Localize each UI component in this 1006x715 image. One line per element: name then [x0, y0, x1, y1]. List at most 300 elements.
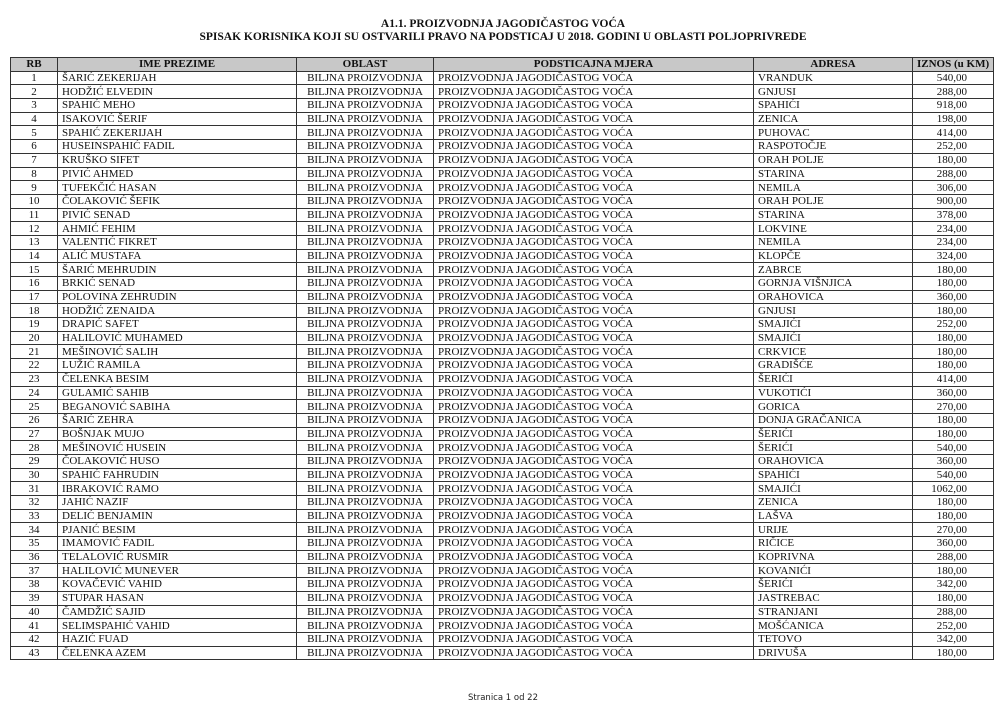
- cell-full-name: HALILOVIĆ MUNEVER: [58, 564, 297, 578]
- document-title: A1.1. PROIZVODNJA JAGODIČASTOG VOĆA: [380, 18, 626, 30]
- cell-address: LAŠVA: [754, 509, 913, 523]
- cell-address: KOVANIĆI: [754, 564, 913, 578]
- cell-full-name: HODŽIĆ ELVEDIN: [58, 85, 297, 99]
- cell-amount: 180,00: [913, 646, 994, 660]
- cell-oblast: BILJNA PROIZVODNJA: [297, 523, 434, 537]
- cell-address: VRANDUK: [754, 71, 913, 85]
- cell-measure: PROIZVODNJA JAGODIČASTOG VOĆA: [434, 413, 754, 427]
- cell-full-name: ŠARIĆ MEHRUDIN: [58, 263, 297, 277]
- cell-amount: 234,00: [913, 235, 994, 249]
- cell-address: VUKOTIĆI: [754, 386, 913, 400]
- cell-row-number: 10: [11, 194, 58, 208]
- table-row: [11, 441, 994, 455]
- cell-measure: PROIZVODNJA JAGODIČASTOG VOĆA: [434, 427, 754, 441]
- table-row: [11, 386, 994, 400]
- table-row: [11, 181, 994, 195]
- cell-measure: PROIZVODNJA JAGODIČASTOG VOĆA: [434, 99, 754, 113]
- cell-full-name: ČELENKA BESIM: [58, 372, 297, 386]
- cell-full-name: POLOVINA ZEHRUDIN: [58, 290, 297, 304]
- cell-address: STARINA: [754, 208, 913, 222]
- table-row: [11, 591, 994, 605]
- cell-amount: 360,00: [913, 537, 994, 551]
- cell-measure: PROIZVODNJA JAGODIČASTOG VOĆA: [434, 222, 754, 236]
- cell-amount: 252,00: [913, 140, 994, 154]
- cell-measure: PROIZVODNJA JAGODIČASTOG VOĆA: [434, 290, 754, 304]
- cell-address: ŠERIĆI: [754, 441, 913, 455]
- table-row: [11, 359, 994, 373]
- table-row: [11, 578, 994, 592]
- table-row: [11, 496, 994, 510]
- table-row: [11, 167, 994, 181]
- cell-row-number: 31: [11, 482, 58, 496]
- cell-address: GNJUSI: [754, 304, 913, 318]
- cell-row-number: 40: [11, 605, 58, 619]
- cell-measure: PROIZVODNJA JAGODIČASTOG VOĆA: [434, 249, 754, 263]
- cell-row-number: 21: [11, 345, 58, 359]
- cell-measure: PROIZVODNJA JAGODIČASTOG VOĆA: [434, 509, 754, 523]
- cell-amount: 360,00: [913, 290, 994, 304]
- cell-address: ŠERIĆI: [754, 372, 913, 386]
- table-row: [11, 85, 994, 99]
- cell-row-number: 28: [11, 441, 58, 455]
- cell-measure: PROIZVODNJA JAGODIČASTOG VOĆA: [434, 345, 754, 359]
- cell-full-name: MEŠINOVIĆ SALIH: [58, 345, 297, 359]
- cell-amount: 180,00: [913, 591, 994, 605]
- table-header-row: [11, 58, 994, 72]
- cell-row-number: 24: [11, 386, 58, 400]
- cell-amount: 180,00: [913, 496, 994, 510]
- cell-full-name: HODŽIĆ ZENAIDA: [58, 304, 297, 318]
- cell-row-number: 16: [11, 277, 58, 291]
- cell-row-number: 15: [11, 263, 58, 277]
- cell-address: JASTREBAC: [754, 591, 913, 605]
- cell-oblast: BILJNA PROIZVODNJA: [297, 290, 434, 304]
- cell-address: SPAHIĆI: [754, 468, 913, 482]
- cell-measure: PROIZVODNJA JAGODIČASTOG VOĆA: [434, 181, 754, 195]
- cell-measure: PROIZVODNJA JAGODIČASTOG VOĆA: [434, 564, 754, 578]
- cell-address: ORAHOVICA: [754, 454, 913, 468]
- cell-oblast: BILJNA PROIZVODNJA: [297, 112, 434, 126]
- cell-row-number: 9: [11, 181, 58, 195]
- cell-oblast: BILJNA PROIZVODNJA: [297, 372, 434, 386]
- cell-row-number: 35: [11, 537, 58, 551]
- cell-full-name: ŠARIĆ ZEKERIJAH: [58, 71, 297, 85]
- cell-measure: PROIZVODNJA JAGODIČASTOG VOĆA: [434, 359, 754, 373]
- cell-oblast: BILJNA PROIZVODNJA: [297, 71, 434, 85]
- cell-amount: 180,00: [913, 153, 994, 167]
- cell-oblast: BILJNA PROIZVODNJA: [297, 400, 434, 414]
- cell-oblast: BILJNA PROIZVODNJA: [297, 591, 434, 605]
- cell-address: ZENICA: [754, 112, 913, 126]
- table-row: [11, 263, 994, 277]
- cell-full-name: VALENTIĆ FIKRET: [58, 235, 297, 249]
- cell-full-name: HUSEINSPAHIĆ FADIL: [58, 140, 297, 154]
- cell-address: GNJUSI: [754, 85, 913, 99]
- cell-full-name: SPAHIĆ ZEKERIJAH: [58, 126, 297, 140]
- cell-address: DONJA GRAČANICA: [754, 413, 913, 427]
- table-row: [11, 71, 994, 85]
- cell-full-name: BRKIĆ SENAD: [58, 277, 297, 291]
- cell-address: MOŠĆANICA: [754, 619, 913, 633]
- cell-amount: 900,00: [913, 194, 994, 208]
- table-row: [11, 646, 994, 660]
- table-row: [11, 564, 994, 578]
- cell-amount: 288,00: [913, 167, 994, 181]
- beneficiaries-table: [10, 57, 994, 660]
- cell-row-number: 20: [11, 331, 58, 345]
- cell-amount: 252,00: [913, 619, 994, 633]
- table-row: [11, 249, 994, 263]
- cell-address: SPAHIĆI: [754, 99, 913, 113]
- table-row: [11, 331, 994, 345]
- cell-oblast: BILJNA PROIZVODNJA: [297, 99, 434, 113]
- cell-measure: PROIZVODNJA JAGODIČASTOG VOĆA: [434, 304, 754, 318]
- cell-amount: 360,00: [913, 454, 994, 468]
- cell-full-name: DRAPIĆ SAFET: [58, 318, 297, 332]
- cell-measure: PROIZVODNJA JAGODIČASTOG VOĆA: [434, 468, 754, 482]
- table-row: [11, 454, 994, 468]
- cell-oblast: BILJNA PROIZVODNJA: [297, 605, 434, 619]
- cell-row-number: 19: [11, 318, 58, 332]
- cell-oblast: BILJNA PROIZVODNJA: [297, 386, 434, 400]
- cell-oblast: BILJNA PROIZVODNJA: [297, 167, 434, 181]
- cell-oblast: BILJNA PROIZVODNJA: [297, 482, 434, 496]
- cell-measure: PROIZVODNJA JAGODIČASTOG VOĆA: [434, 386, 754, 400]
- cell-oblast: BILJNA PROIZVODNJA: [297, 413, 434, 427]
- cell-oblast: BILJNA PROIZVODNJA: [297, 263, 434, 277]
- cell-oblast: BILJNA PROIZVODNJA: [297, 632, 434, 646]
- column-header-address: ADRESA: [754, 58, 913, 72]
- column-header-oblast: OBLAST: [297, 58, 434, 72]
- cell-row-number: 3: [11, 99, 58, 113]
- cell-amount: 540,00: [913, 468, 994, 482]
- cell-amount: 198,00: [913, 112, 994, 126]
- cell-amount: 252,00: [913, 318, 994, 332]
- cell-row-number: 17: [11, 290, 58, 304]
- cell-measure: PROIZVODNJA JAGODIČASTOG VOĆA: [434, 318, 754, 332]
- cell-amount: 270,00: [913, 523, 994, 537]
- cell-measure: PROIZVODNJA JAGODIČASTOG VOĆA: [434, 537, 754, 551]
- cell-address: STARINA: [754, 167, 913, 181]
- cell-full-name: ISAKOVIĆ ŠERIF: [58, 112, 297, 126]
- cell-oblast: BILJNA PROIZVODNJA: [297, 427, 434, 441]
- cell-oblast: BILJNA PROIZVODNJA: [297, 140, 434, 154]
- cell-row-number: 36: [11, 550, 58, 564]
- cell-amount: 540,00: [913, 441, 994, 455]
- cell-full-name: HALILOVIĆ MUHAMED: [58, 331, 297, 345]
- cell-measure: PROIZVODNJA JAGODIČASTOG VOĆA: [434, 85, 754, 99]
- cell-amount: 288,00: [913, 550, 994, 564]
- cell-address: GORICA: [754, 400, 913, 414]
- cell-full-name: TELALOVIĆ RUSMIR: [58, 550, 297, 564]
- cell-row-number: 25: [11, 400, 58, 414]
- cell-amount: 288,00: [913, 605, 994, 619]
- table-row: [11, 400, 994, 414]
- cell-amount: 324,00: [913, 249, 994, 263]
- cell-address: GRADIŠĆE: [754, 359, 913, 373]
- cell-row-number: 32: [11, 496, 58, 510]
- cell-full-name: ALIĆ MUSTAFA: [58, 249, 297, 263]
- cell-row-number: 26: [11, 413, 58, 427]
- cell-oblast: BILJNA PROIZVODNJA: [297, 646, 434, 660]
- cell-amount: 180,00: [913, 359, 994, 373]
- cell-measure: PROIZVODNJA JAGODIČASTOG VOĆA: [434, 550, 754, 564]
- cell-oblast: BILJNA PROIZVODNJA: [297, 318, 434, 332]
- cell-amount: 378,00: [913, 208, 994, 222]
- cell-full-name: ČAMDŽIĆ SAJID: [58, 605, 297, 619]
- page-number: Stranica 1 od 22: [468, 693, 538, 703]
- cell-address: NEMILA: [754, 181, 913, 195]
- cell-row-number: 27: [11, 427, 58, 441]
- table-row: [11, 523, 994, 537]
- cell-amount: 180,00: [913, 509, 994, 523]
- cell-measure: PROIZVODNJA JAGODIČASTOG VOĆA: [434, 454, 754, 468]
- cell-measure: PROIZVODNJA JAGODIČASTOG VOĆA: [434, 496, 754, 510]
- cell-amount: 180,00: [913, 331, 994, 345]
- cell-full-name: ČELENKA AZEM: [58, 646, 297, 660]
- table-row: [11, 99, 994, 113]
- cell-measure: PROIZVODNJA JAGODIČASTOG VOĆA: [434, 523, 754, 537]
- cell-oblast: BILJNA PROIZVODNJA: [297, 194, 434, 208]
- cell-full-name: PIVIĆ AHMED: [58, 167, 297, 181]
- column-header-amount: IZNOS (u KM): [913, 58, 994, 72]
- cell-oblast: BILJNA PROIZVODNJA: [297, 468, 434, 482]
- cell-measure: PROIZVODNJA JAGODIČASTOG VOĆA: [434, 263, 754, 277]
- cell-address: TETOVO: [754, 632, 913, 646]
- cell-full-name: JAHIĆ NAZIF: [58, 496, 297, 510]
- cell-measure: PROIZVODNJA JAGODIČASTOG VOĆA: [434, 277, 754, 291]
- cell-amount: 180,00: [913, 345, 994, 359]
- cell-address: LOKVINE: [754, 222, 913, 236]
- cell-row-number: 8: [11, 167, 58, 181]
- cell-measure: PROIZVODNJA JAGODIČASTOG VOĆA: [434, 235, 754, 249]
- cell-row-number: 38: [11, 578, 58, 592]
- cell-full-name: AHMIĆ FEHIM: [58, 222, 297, 236]
- cell-oblast: BILJNA PROIZVODNJA: [297, 304, 434, 318]
- cell-oblast: BILJNA PROIZVODNJA: [297, 249, 434, 263]
- cell-full-name: SELIMSPAHIĆ VAHID: [58, 619, 297, 633]
- cell-address: SMAJIĆI: [754, 482, 913, 496]
- cell-full-name: HAZIĆ FUAD: [58, 632, 297, 646]
- cell-oblast: BILJNA PROIZVODNJA: [297, 454, 434, 468]
- cell-amount: 540,00: [913, 71, 994, 85]
- cell-row-number: 18: [11, 304, 58, 318]
- cell-amount: 414,00: [913, 126, 994, 140]
- cell-row-number: 30: [11, 468, 58, 482]
- cell-amount: 180,00: [913, 564, 994, 578]
- cell-oblast: BILJNA PROIZVODNJA: [297, 550, 434, 564]
- cell-oblast: BILJNA PROIZVODNJA: [297, 181, 434, 195]
- cell-row-number: 37: [11, 564, 58, 578]
- cell-full-name: GULAMIĆ SAHIB: [58, 386, 297, 400]
- cell-measure: PROIZVODNJA JAGODIČASTOG VOĆA: [434, 400, 754, 414]
- cell-row-number: 22: [11, 359, 58, 373]
- cell-amount: 180,00: [913, 413, 994, 427]
- cell-row-number: 5: [11, 126, 58, 140]
- cell-measure: PROIZVODNJA JAGODIČASTOG VOĆA: [434, 140, 754, 154]
- cell-oblast: BILJNA PROIZVODNJA: [297, 208, 434, 222]
- cell-amount: 1062,00: [913, 482, 994, 496]
- column-header-measure: PODSTICAJNA MJERA: [434, 58, 754, 72]
- cell-row-number: 29: [11, 454, 58, 468]
- cell-oblast: BILJNA PROIZVODNJA: [297, 578, 434, 592]
- cell-full-name: BEGANOVIĆ SABIHA: [58, 400, 297, 414]
- table-row: [11, 153, 994, 167]
- table-row: [11, 140, 994, 154]
- cell-address: GORNJA VIŠNJICA: [754, 277, 913, 291]
- cell-amount: 180,00: [913, 304, 994, 318]
- cell-address: SMAJIĆI: [754, 331, 913, 345]
- table-row: [11, 509, 994, 523]
- cell-full-name: KRUŠKO SIFET: [58, 153, 297, 167]
- cell-address: URIJE: [754, 523, 913, 537]
- cell-address: DRIVUŠA: [754, 646, 913, 660]
- cell-measure: PROIZVODNJA JAGODIČASTOG VOĆA: [434, 194, 754, 208]
- cell-address: ZABRCE: [754, 263, 913, 277]
- cell-full-name: ČOLAKOVIĆ ŠEFIK: [58, 194, 297, 208]
- table-row: [11, 304, 994, 318]
- cell-address: RIČICE: [754, 537, 913, 551]
- cell-amount: 342,00: [913, 578, 994, 592]
- column-header-name: IME PREZIME: [58, 58, 297, 72]
- cell-amount: 342,00: [913, 632, 994, 646]
- column-header-rb: RB: [11, 58, 58, 72]
- cell-oblast: BILJNA PROIZVODNJA: [297, 564, 434, 578]
- cell-address: SMAJIĆI: [754, 318, 913, 332]
- cell-amount: 180,00: [913, 427, 994, 441]
- table-row: [11, 112, 994, 126]
- cell-full-name: MEŠINOVIĆ HUSEIN: [58, 441, 297, 455]
- cell-row-number: 39: [11, 591, 58, 605]
- cell-measure: PROIZVODNJA JAGODIČASTOG VOĆA: [434, 331, 754, 345]
- cell-full-name: SPAHIĆ FAHRUDIN: [58, 468, 297, 482]
- cell-full-name: IBRAKOVIĆ RAMO: [58, 482, 297, 496]
- cell-address: RASPOTOČJE: [754, 140, 913, 154]
- table-row: [11, 345, 994, 359]
- cell-oblast: BILJNA PROIZVODNJA: [297, 277, 434, 291]
- cell-oblast: BILJNA PROIZVODNJA: [297, 619, 434, 633]
- cell-row-number: 4: [11, 112, 58, 126]
- cell-address: PUHOVAC: [754, 126, 913, 140]
- cell-amount: 270,00: [913, 400, 994, 414]
- cell-full-name: BOŠNJAK MUJO: [58, 427, 297, 441]
- cell-oblast: BILJNA PROIZVODNJA: [297, 235, 434, 249]
- cell-full-name: PIVIĆ SENAD: [58, 208, 297, 222]
- cell-full-name: TUFEKČIĆ HASAN: [58, 181, 297, 195]
- cell-measure: PROIZVODNJA JAGODIČASTOG VOĆA: [434, 591, 754, 605]
- table-row: [11, 194, 994, 208]
- cell-address: NEMILA: [754, 235, 913, 249]
- cell-full-name: IMAMOVIĆ FADIL: [58, 537, 297, 551]
- cell-full-name: KOVAČEVIĆ VAHID: [58, 578, 297, 592]
- cell-full-name: DELIĆ BENJAMIN: [58, 509, 297, 523]
- table-row: [11, 427, 994, 441]
- cell-address: CRKVICE: [754, 345, 913, 359]
- table-row: [11, 277, 994, 291]
- cell-address: ZENICA: [754, 496, 913, 510]
- cell-row-number: 14: [11, 249, 58, 263]
- cell-row-number: 34: [11, 523, 58, 537]
- cell-oblast: BILJNA PROIZVODNJA: [297, 496, 434, 510]
- cell-measure: PROIZVODNJA JAGODIČASTOG VOĆA: [434, 126, 754, 140]
- cell-row-number: 42: [11, 632, 58, 646]
- cell-oblast: BILJNA PROIZVODNJA: [297, 126, 434, 140]
- cell-full-name: PJANIĆ BESIM: [58, 523, 297, 537]
- cell-row-number: 12: [11, 222, 58, 236]
- cell-row-number: 33: [11, 509, 58, 523]
- table-row: [11, 550, 994, 564]
- table-row: [11, 482, 994, 496]
- cell-amount: 180,00: [913, 277, 994, 291]
- cell-measure: PROIZVODNJA JAGODIČASTOG VOĆA: [434, 71, 754, 85]
- table-row: [11, 318, 994, 332]
- cell-oblast: BILJNA PROIZVODNJA: [297, 441, 434, 455]
- table-row: [11, 126, 994, 140]
- cell-oblast: BILJNA PROIZVODNJA: [297, 222, 434, 236]
- cell-row-number: 43: [11, 646, 58, 660]
- cell-address: KOPRIVNA: [754, 550, 913, 564]
- cell-full-name: ČOLAKOVIĆ HUSO: [58, 454, 297, 468]
- cell-amount: 414,00: [913, 372, 994, 386]
- cell-amount: 306,00: [913, 181, 994, 195]
- cell-amount: 288,00: [913, 85, 994, 99]
- table-row: [11, 632, 994, 646]
- table-row: [11, 222, 994, 236]
- cell-full-name: ŠARIĆ ZEHRA: [58, 413, 297, 427]
- cell-address: ORAH POLJE: [754, 194, 913, 208]
- cell-oblast: BILJNA PROIZVODNJA: [297, 331, 434, 345]
- cell-measure: PROIZVODNJA JAGODIČASTOG VOĆA: [434, 646, 754, 660]
- cell-amount: 360,00: [913, 386, 994, 400]
- table-row: [11, 413, 994, 427]
- cell-row-number: 13: [11, 235, 58, 249]
- cell-oblast: BILJNA PROIZVODNJA: [297, 509, 434, 523]
- cell-measure: PROIZVODNJA JAGODIČASTOG VOĆA: [434, 578, 754, 592]
- cell-measure: PROIZVODNJA JAGODIČASTOG VOĆA: [434, 441, 754, 455]
- table-row: [11, 605, 994, 619]
- cell-oblast: BILJNA PROIZVODNJA: [297, 85, 434, 99]
- cell-full-name: LUŽIĆ RAMILA: [58, 359, 297, 373]
- cell-oblast: BILJNA PROIZVODNJA: [297, 345, 434, 359]
- cell-address: ŠERIĆI: [754, 578, 913, 592]
- cell-address: ŠERIĆI: [754, 427, 913, 441]
- cell-measure: PROIZVODNJA JAGODIČASTOG VOĆA: [434, 482, 754, 496]
- cell-measure: PROIZVODNJA JAGODIČASTOG VOĆA: [434, 619, 754, 633]
- cell-measure: PROIZVODNJA JAGODIČASTOG VOĆA: [434, 208, 754, 222]
- table-row: [11, 619, 994, 633]
- table-row: [11, 468, 994, 482]
- cell-address: ORAH POLJE: [754, 153, 913, 167]
- cell-address: STRANJANI: [754, 605, 913, 619]
- table-body: [11, 71, 994, 660]
- cell-measure: PROIZVODNJA JAGODIČASTOG VOĆA: [434, 153, 754, 167]
- cell-row-number: 2: [11, 85, 58, 99]
- cell-address: ORAHOVICA: [754, 290, 913, 304]
- table-row: [11, 235, 994, 249]
- cell-row-number: 11: [11, 208, 58, 222]
- document-subtitle: SPISAK KORISNIKA KOJI SU OSTVARILI PRAVO NA PODSTICAJ U 2018. GODINI U OBLASTI POLJOPRIVREDE: [199, 31, 807, 43]
- table-row: [11, 290, 994, 304]
- cell-row-number: 6: [11, 140, 58, 154]
- cell-full-name: STUPAR HASAN: [58, 591, 297, 605]
- table-row: [11, 208, 994, 222]
- cell-measure: PROIZVODNJA JAGODIČASTOG VOĆA: [434, 112, 754, 126]
- cell-oblast: BILJNA PROIZVODNJA: [297, 537, 434, 551]
- cell-row-number: 23: [11, 372, 58, 386]
- cell-amount: 918,00: [913, 99, 994, 113]
- cell-measure: PROIZVODNJA JAGODIČASTOG VOĆA: [434, 632, 754, 646]
- cell-row-number: 1: [11, 71, 58, 85]
